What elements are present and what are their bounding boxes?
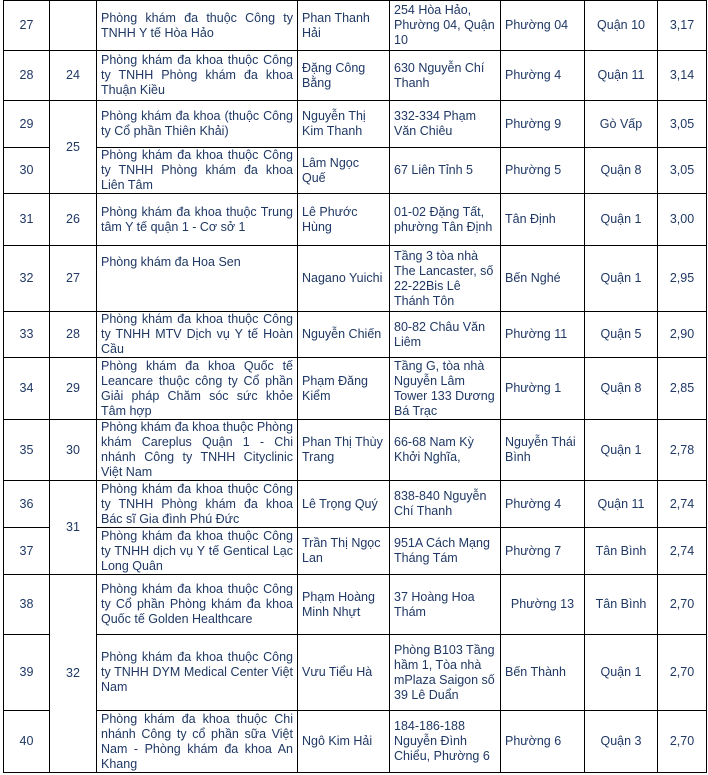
clinic-name: Phòng khám đa khoa thuộc Chi nhánh Công ty cổ phần sữa Việt Nam - Phòng khám đa khoa An Khang <box>97 711 298 773</box>
row-rank <box>50 1 97 51</box>
clinic-address: 01-02 Đặng Tất, phường Tân Định <box>390 194 501 246</box>
clinic-address: 184-186-188 Nguyễn Đình Chiểu, Phường 6 <box>390 711 501 773</box>
table-row <box>4 148 707 194</box>
row-stt: 37 <box>4 528 50 575</box>
district: Tân Bình <box>585 528 658 575</box>
ward: Bến Nghé <box>501 246 585 312</box>
director-name: Phạm Hoàng Minh Nhựt <box>298 575 390 635</box>
score: 2,74 <box>658 528 707 575</box>
director-name: Nagano Yuichi <box>298 246 390 312</box>
director-name: Phan Thị Thùy Trang <box>298 420 390 481</box>
director-name: Lê Trọng Quý <box>298 481 390 528</box>
director-name: Nguyễn Chiến <box>298 312 390 358</box>
clinic-ranking-table <box>3 0 707 773</box>
score: 2,90 <box>658 312 707 358</box>
row-rank: 32 <box>50 575 97 773</box>
director-name: Trần Thị Ngọc Lan <box>298 528 390 575</box>
table-row <box>4 358 707 420</box>
clinic-address: Tầng G, tòa nhà Nguyễn Lâm Tower 133 Dương Bá Trạc <box>390 358 501 420</box>
row-rank: 26 <box>50 194 97 246</box>
director-name: Đặng Công Bằng <box>298 51 390 101</box>
row-stt: 29 <box>4 101 50 148</box>
table-row <box>4 635 707 711</box>
district: Quận 1 <box>585 194 658 246</box>
score: 2,85 <box>658 358 707 420</box>
ward: Phường 6 <box>501 711 585 773</box>
district: Quận 3 <box>585 711 658 773</box>
table-row <box>4 101 707 148</box>
table-row <box>4 312 707 358</box>
table-row <box>4 711 707 773</box>
district: Quận 1 <box>585 635 658 711</box>
clinic-name: Phòng khám đa khoa thuộc Công ty TNHH Phòng khám đa khoa Liên Tâm <box>97 148 298 194</box>
row-rank: 28 <box>50 312 97 358</box>
clinic-address: 630 Nguyễn Chí Thanh <box>390 51 501 101</box>
clinic-address: 67 Liên Tỉnh 5 <box>390 148 501 194</box>
clinic-address: 838-840 Nguyễn Chí Thanh <box>390 481 501 528</box>
row-rank: 25 <box>50 101 97 194</box>
district: Quận 5 <box>585 312 658 358</box>
director-name: Phạm Đăng Kiểm <box>298 358 390 420</box>
ward: Phường 4 <box>501 481 585 528</box>
score: 3,17 <box>658 1 707 51</box>
clinic-address: Phòng B103 Tầng hầm 1, Tòa nhà mPlaza Saigon số 39 Lê Duẩn <box>390 635 501 711</box>
clinic-name: Phòng khám đa Hoa Sen <box>97 246 298 312</box>
district: Quận 11 <box>585 481 658 528</box>
director-name: Ngô Kim Hải <box>298 711 390 773</box>
score: 3,05 <box>658 148 707 194</box>
clinic-name: Phòng khám đa khoa thuộc Công ty TNHH DYM Medical Center Việt Nam <box>97 635 298 711</box>
row-stt: 40 <box>4 711 50 773</box>
row-stt: 31 <box>4 194 50 246</box>
district: Quận 1 <box>585 246 658 312</box>
director-name: Lâm Ngọc Quế <box>298 148 390 194</box>
clinic-name: Phòng khám đa khoa thuộc Công ty TNHH MTV Dịch vụ Y tế Hoàn Cầu <box>97 312 298 358</box>
row-rank: 31 <box>50 481 97 575</box>
score: 2,74 <box>658 481 707 528</box>
ward: Bến Thành <box>501 635 585 711</box>
ward: Phường 7 <box>501 528 585 575</box>
ward: Tân Định <box>501 194 585 246</box>
district: Quận 1 <box>585 420 658 481</box>
row-stt: 27 <box>4 1 50 51</box>
director-name: Nguyễn Thị Kim Thanh <box>298 101 390 148</box>
score: 3,00 <box>658 194 707 246</box>
ward: Nguyễn Thái Bình <box>501 420 585 481</box>
table-row <box>4 51 707 101</box>
score: 2,78 <box>658 420 707 481</box>
ward: Phường 11 <box>501 312 585 358</box>
district: Tân Bình <box>585 575 658 635</box>
table-row <box>4 1 707 51</box>
table-row <box>4 528 707 575</box>
ward: Phường 4 <box>501 51 585 101</box>
director-name: Vưu Tiểu Hà <box>298 635 390 711</box>
clinic-name: Phòng khám đa khoa thuộc Công ty TNHH Phòng khám đa khoa Bác sĩ Gia đình Phú Đức <box>97 481 298 528</box>
clinic-name: Phòng khám đa khoa thuộc Công ty Cổ phần Phòng khám đa khoa Quốc tế Golden Healthcare <box>97 575 298 635</box>
row-rank: 27 <box>50 246 97 312</box>
row-stt: 35 <box>4 420 50 481</box>
row-rank: 30 <box>50 420 97 481</box>
table-row <box>4 575 707 635</box>
row-rank: 29 <box>50 358 97 420</box>
district: Quận 10 <box>585 1 658 51</box>
table-row <box>4 420 707 481</box>
clinic-address: 254 Hòa Hảo, Phường 04, Quận 10 <box>390 1 501 51</box>
clinic-address: 66-68 Nam Kỳ Khởi Nghĩa, <box>390 420 501 481</box>
row-rank: 24 <box>50 51 97 101</box>
ward: Phường 5 <box>501 148 585 194</box>
clinic-name: Phòng khám đa thuộc Công ty TNHH Y tế Hòa Hảo <box>97 1 298 51</box>
clinic-address: Tầng 3 tòa nhà The Lancaster, số 22-22Bis Lê Thánh Tôn <box>390 246 501 312</box>
ward: Phường 9 <box>501 101 585 148</box>
director-name: Lê Phước Hùng <box>298 194 390 246</box>
clinic-address: 332-334 Phạm Văn Chiêu <box>390 101 501 148</box>
score: 3,05 <box>658 101 707 148</box>
row-stt: 39 <box>4 635 50 711</box>
row-stt: 33 <box>4 312 50 358</box>
table-row <box>4 194 707 246</box>
clinic-name: Phòng khám đa khoa thuộc Trung tâm Y tế quận 1 - Cơ sở 1 <box>97 194 298 246</box>
table-row <box>4 481 707 528</box>
district: Quận 8 <box>585 358 658 420</box>
score: 2,70 <box>658 635 707 711</box>
score: 3,14 <box>658 51 707 101</box>
director-name: Phan Thanh Hải <box>298 1 390 51</box>
district: Gò Vấp <box>585 101 658 148</box>
district: Quận 8 <box>585 148 658 194</box>
clinic-name: Phòng khám đa khoa thuộc Công ty TNHH Phòng khám đa khoa Thuận Kiều <box>97 51 298 101</box>
row-stt: 34 <box>4 358 50 420</box>
row-stt: 30 <box>4 148 50 194</box>
table-row <box>4 246 707 312</box>
row-stt: 32 <box>4 246 50 312</box>
score: 2,95 <box>658 246 707 312</box>
row-stt: 38 <box>4 575 50 635</box>
district: Quận 11 <box>585 51 658 101</box>
clinic-address: 37 Hoàng Hoa Thám <box>390 575 501 635</box>
ward: Phường 04 <box>501 1 585 51</box>
score: 2,70 <box>658 711 707 773</box>
row-stt: 36 <box>4 481 50 528</box>
row-stt: 28 <box>4 51 50 101</box>
score: 2,70 <box>658 575 707 635</box>
clinic-name: Phòng khám đa khoa (thuộc Công ty Cổ phần Thiên Khải) <box>97 101 298 148</box>
ward: Phường 1 <box>501 358 585 420</box>
clinic-address: 951A Cách Mạng Tháng Tám <box>390 528 501 575</box>
clinic-address: 80-82 Châu Văn Liêm <box>390 312 501 358</box>
clinic-name: Phòng khám đa khoa thuộc Phòng khám Careplus Quận 1 - Chi nhánh Công ty TNHH Cityclinic Việt Nam <box>97 420 298 481</box>
ward: Phường 13 <box>501 575 585 635</box>
clinic-name: Phòng khám đa khoa Quốc tế Leancare thuộc công ty Cổ phần Giải pháp Chăm sóc sức khỏe Tâm hợp <box>97 358 298 420</box>
clinic-name: Phòng khám đa khoa thuộc Công ty TNHH dịch vụ Y tế Gentical Lạc Long Quân <box>97 528 298 575</box>
